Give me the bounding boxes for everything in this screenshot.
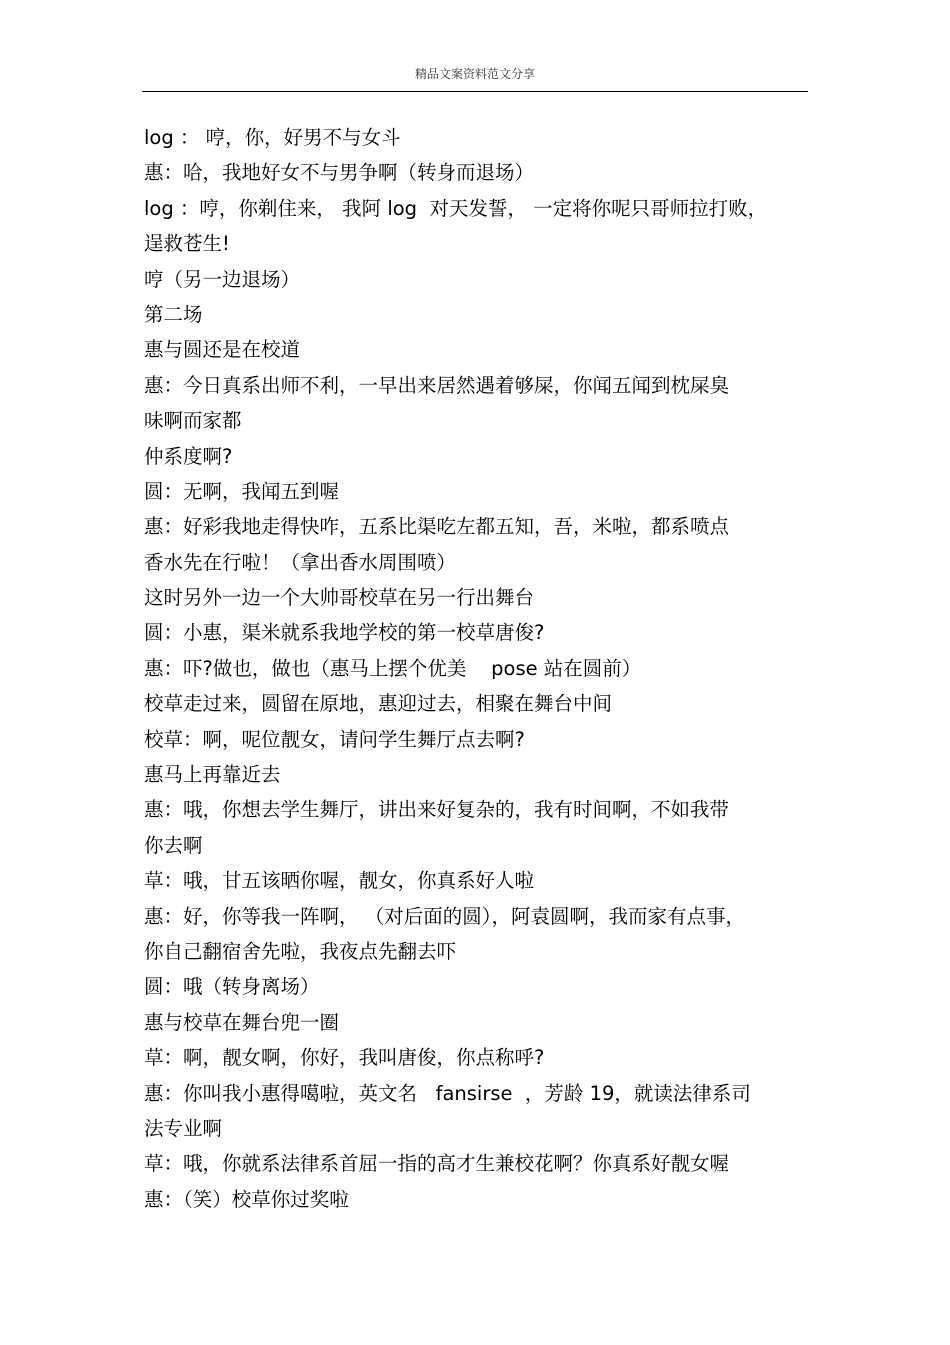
text-line: 惠：好，你等我一阵啊， （对后面的圆），阿袁圆啊，我而家有点事， xyxy=(144,904,745,928)
text-line: 校草：啊，呢位靓女，请问学生舞厅点去啊? xyxy=(144,727,525,751)
text-line: 草：啊，靓女啊，你好，我叫唐俊，你点称呼? xyxy=(144,1046,545,1070)
text-line: 逞救苍生! xyxy=(144,232,230,256)
text-line: 校草走过来，圆留在原地，惠迎过去，相聚在舞台中间 xyxy=(144,692,613,716)
text-line: 仲系度啊? xyxy=(144,444,233,468)
text-line: 惠：（笑）校草你过奖啦 xyxy=(144,1187,349,1211)
text-line: log ：哼，你剃住来， 我阿 log 对天发誓， 一定将你呢只哥师拉打败， xyxy=(144,196,768,220)
text-line: 惠马上再靠近去 xyxy=(144,763,281,787)
page-header: 精品文案资料范文分享 xyxy=(414,67,535,81)
text-line: 法专业啊 xyxy=(144,1116,223,1140)
text-line: 草：哦，你就系法律系首屈一指的高才生兼校花啊？你真系好靓女喔 xyxy=(144,1152,730,1176)
text-line: 圆：无啊，我闻五到喔 xyxy=(144,479,340,503)
text-line: 惠：今日真系出师不利，一早出来居然遇着够屎，你闻五闻到枕屎臭 xyxy=(144,373,730,397)
text-line: log ： 哼，你，好男不与女斗 xyxy=(144,126,401,149)
text-line: 草：哦，甘五该晒你喔，靓女，你真系好人啦 xyxy=(144,869,535,893)
text-line: 圆：小惠，渠米就系我地学校的第一校草唐俊? xyxy=(144,621,545,645)
text-line: 香水先在行啦！（拿出香水周围喷） xyxy=(144,550,457,574)
text-line: 惠：吓?做也，做也（惠马上摆个优美 pose 站在圆前） xyxy=(144,656,642,680)
text-line: 惠：你叫我小惠得噶啦，英文名 fansirse ，芳龄 19，就读法律系司 xyxy=(144,1081,751,1105)
text-line: 惠与圆还是在校道 xyxy=(144,338,301,362)
text-line: 你自己翻宿舍先啦，我夜点先翻去吓 xyxy=(144,939,457,963)
text-line: 圆：哦（转身离场） xyxy=(144,975,320,999)
text-line: 你去啊 xyxy=(144,833,203,857)
text-line: 哼（另一边退场） xyxy=(144,267,301,291)
scene-heading: 第二场 xyxy=(144,302,203,326)
text-line: 惠：哦，你想去学生舞厅，讲出来好复杂的，我有时间啊，不如我带 xyxy=(144,798,730,822)
script-body xyxy=(144,120,814,1217)
text-line: 惠：好彩我地走得快咋，五系比渠吃左都五知，吾，米啦，都系喷点 xyxy=(144,515,730,539)
header-divider xyxy=(142,91,808,92)
text-line: 味啊而家都 xyxy=(144,409,242,433)
text-line: 这时另外一边一个大帅哥校草在另一行出舞台 xyxy=(144,586,535,610)
text-line: 惠与校草在舞台兜一圈 xyxy=(144,1010,340,1034)
text-line: 惠：哈，我地好女不与男争啊（转身而退场） xyxy=(144,161,535,185)
